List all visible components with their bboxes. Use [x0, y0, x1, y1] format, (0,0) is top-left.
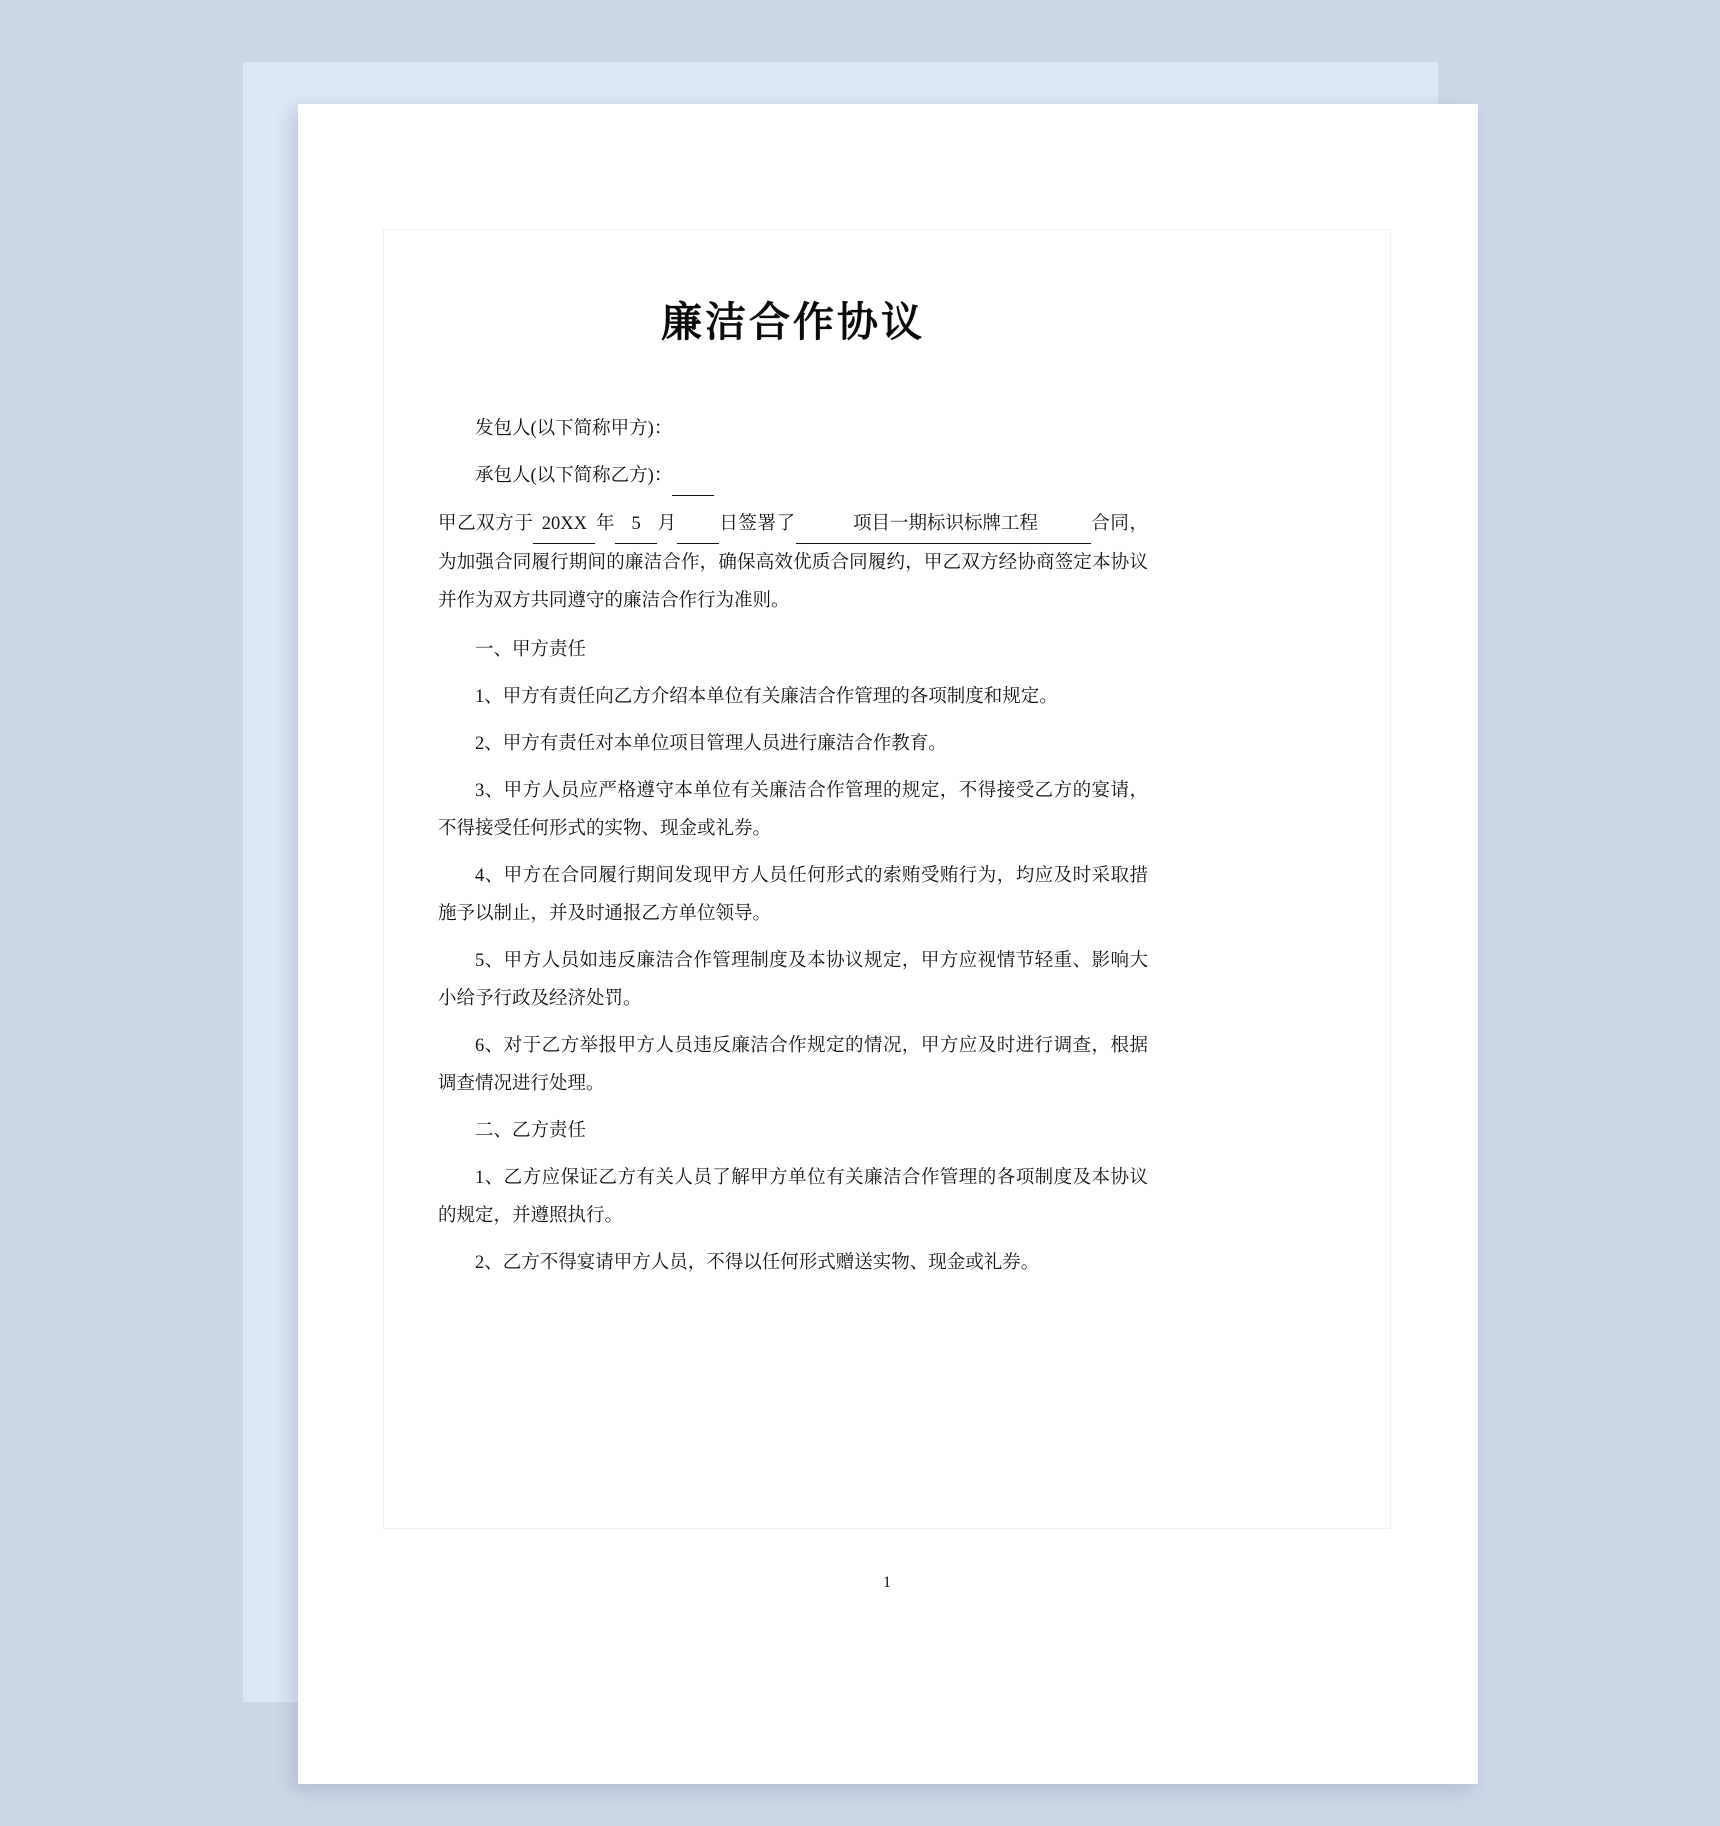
preamble-body: 合同，为加强合同履行期间的廉洁合作，确保高效优质合同履约，甲乙双方经协商签定本协议并作为双方共同遵守的廉洁合作行为准则。	[438, 514, 1148, 611]
section-1-item-4: 4、甲方在合同履行期间发现甲方人员任何形式的索贿受贿行为，均应及时采取措施予以制止，并及时通报乙方单位领导。	[438, 866, 1148, 924]
document-page	[298, 104, 1478, 1784]
section-heading-2: 二、乙方责任	[475, 1121, 587, 1141]
page-title: 廉洁合作协议	[661, 299, 925, 345]
section-1-item-1: 1、甲方有责任向乙方介绍本单位有关廉洁合作管理的各项制度和规定。	[475, 687, 1058, 707]
section-2-item-2: 2、乙方不得宴请甲方人员，不得以任何形式赠送实物、现金或礼券。	[475, 1253, 1040, 1273]
year-blank: 20XX	[533, 505, 595, 544]
section-2-item-1: 1、乙方应保证乙方有关人员了解甲方单位有关廉洁合作管理的各项制度及本协议的规定，并遵照执行。	[438, 1168, 1148, 1226]
party-b-label: 承包人(以下简称乙方)：	[475, 466, 673, 486]
month-label: 月	[657, 514, 677, 534]
project-blank	[796, 505, 1091, 544]
month-blank: 5	[615, 505, 657, 544]
party-b-blank	[672, 457, 714, 496]
party-b-line	[438, 457, 1148, 496]
section-1-item-6: 6、对于乙方举报甲方人员违反廉洁合作规定的情况，甲方应及时进行调查，根据调查情况进行处理。	[438, 1036, 1148, 1094]
year-label: 年	[595, 514, 616, 534]
section-1-item-5: 5、甲方人员如违反廉洁合作管理制度及本协议规定，甲方应视情节轻重、影响大小给予行政及经济处罚。	[438, 951, 1148, 1009]
document-content	[438, 289, 1148, 1291]
party-a-line: 发包人(以下简称甲方)：	[475, 419, 673, 439]
page-number: 1	[883, 1574, 891, 1591]
section-1-item-2: 2、甲方有责任对本单位项目管理人员进行廉洁合作教育。	[475, 734, 947, 754]
section-heading-1: 一、甲方责任	[475, 640, 587, 660]
project-label: 项目一期标识标牌工程	[852, 514, 1038, 534]
preamble-lead: 甲乙双方于	[438, 514, 534, 534]
day-label: 日签署了	[718, 514, 796, 534]
section-1-item-3: 3、甲方人员应严格遵守本单位有关廉洁合作管理的规定，不得接受乙方的宴请，不得接受任何形式的实物、现金或礼券。	[438, 781, 1148, 839]
preamble-paragraph	[438, 505, 1148, 620]
day-blank	[677, 505, 719, 544]
